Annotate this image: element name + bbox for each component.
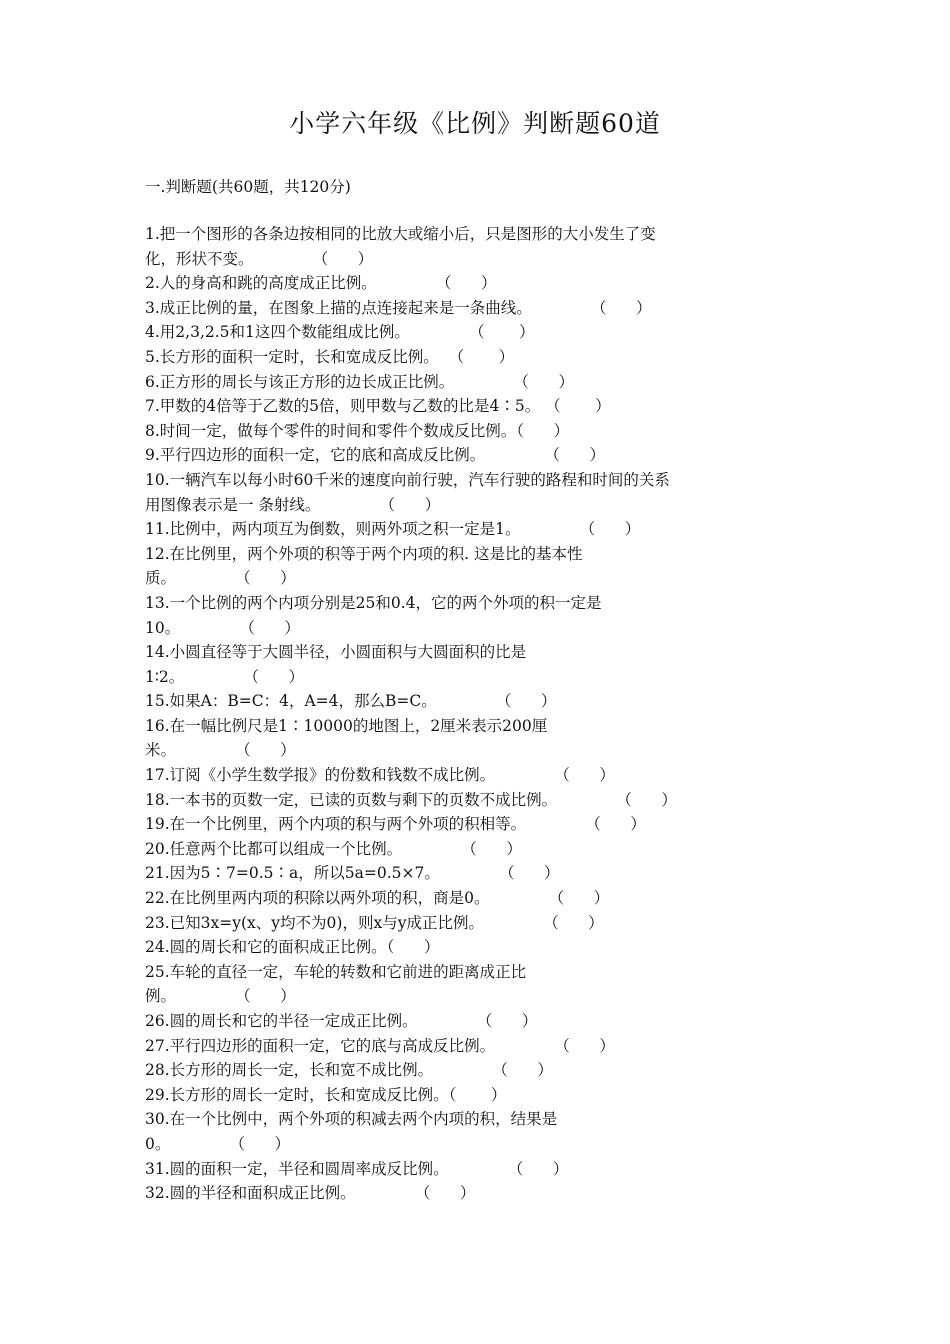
question-line: 22.在比例里两内项的积除以两外项的积，商是0。 （ ） xyxy=(145,889,610,908)
question-line: 化，形状不变。 （ ） xyxy=(145,249,374,268)
question-line: 29.长方形的周长一定时，长和宽成反比例。（ ） xyxy=(145,1085,507,1104)
question-line: 13.一个比例的两个内项分别是25和0.4，它的两个外项的积一定是 xyxy=(145,593,602,612)
question-line: 0。 （ ） xyxy=(145,1134,291,1153)
question-line: 3.成正比例的量，在图象上描的点连接起来是一条曲线。 （ ） xyxy=(145,298,652,317)
question-line: 20.任意两个比都可以组成一个比例。 （ ） xyxy=(145,839,522,858)
section-heading: 一.判断题(共60题，共120分) xyxy=(145,178,351,196)
question-line: 8.时间一定，做每个零件的时间和零件个数成反比例。（ ） xyxy=(145,421,570,440)
question-line: 19.在一个比例里，两个内项的积与两个外项的积相等。 （ ） xyxy=(145,815,646,834)
question-line: 例。 （ ） xyxy=(145,987,296,1006)
question-line: 15.如果A：B=C：4，A=4，那么B=C。 （ ） xyxy=(145,692,557,711)
question-list xyxy=(145,222,805,1206)
question-line: 23.已知3x=y(x、y均不为0)，则x与y成正比例。 （ ） xyxy=(145,913,604,932)
question-line: 4.用2,3,2.5和1这四个数能组成比例。 （ ） xyxy=(145,323,535,342)
page-title: 小学六年级《比例》判断题60道 xyxy=(289,109,661,138)
question-line: 31.圆的面积一定，半径和圆周率成反比例。 （ ） xyxy=(145,1159,569,1178)
question-line: 14.小圆直径等于大圆半径，小圆面积与大圆面积的比是 xyxy=(145,643,527,662)
question-line: 12.在比例里，两个外项的积等于两个内项的积. 这是比的基本性 xyxy=(145,544,583,563)
question-line: 用图像表示是一 条射线。 （ ） xyxy=(145,495,441,514)
question-line: 25.车轮的直径一定，车轮的转数和它前进的距离成正比 xyxy=(145,962,527,981)
question-line: 1∶2。 （ ） xyxy=(145,667,304,686)
question-line: 26.圆的周长和它的半径一定成正比例。 （ ） xyxy=(145,1012,538,1030)
question-line: 32.圆的半径和面积成正比例。 （ ） xyxy=(145,1184,476,1203)
question-line: 10.一辆汽车以每小时60千米的速度向前行驶，汽车行驶的路程和时间的关系 xyxy=(145,470,670,489)
question-line: 7.甲数的4倍等于乙数的5倍，则甲数与乙数的比是4∶5。 （ ） xyxy=(145,397,611,416)
question-line: 21.因为5∶7=0.5∶a，所以5a=0.5×7。 （ ） xyxy=(145,864,560,883)
question-line: 9.平行四边形的面积一定，它的底和高成反比例。 （ ） xyxy=(145,446,605,465)
question-line: 5.长方形的面积一定时，长和宽成反比例。 （ ） xyxy=(145,347,515,366)
question-line: 质。 （ ） xyxy=(145,569,296,588)
question-line: 16.在一幅比例尺是1∶10000的地图上，2厘米表示200厘 xyxy=(145,716,548,735)
question-line: 11.比例中，两内项互为倒数，则两外项之积一定是1。 （ ） xyxy=(145,520,641,539)
question-line: 18.一本书的页数一定，已读的页数与剩下的页数不成比例。 （ ） xyxy=(145,790,677,809)
question-line: 28.长方形的周长一定，长和宽不成比例。 （ ） xyxy=(145,1061,553,1080)
question-line: 30.在一个比例中，两个外项的积减去两个内项的积，结果是 xyxy=(145,1110,558,1129)
question-line: 2.人的身高和跳的高度成正比例。 （ ） xyxy=(145,274,497,293)
question-line: 24.圆的周长和它的面积成正比例。（ ） xyxy=(145,938,440,957)
question-line: 10。 （ ） xyxy=(145,618,300,637)
question-line: 米。 （ ） xyxy=(145,741,296,760)
question-line: 6.正方形的周长与该正方形的边长成正比例。 （ ） xyxy=(145,372,574,391)
question-line: 17.订阅《小学生数学报》的份数和钱数不成比例。 （ ） xyxy=(145,766,615,785)
question-line: 1.把一个图形的各条边按相同的比放大或缩小后，只是图形的大小发生了变 xyxy=(145,225,656,243)
question-line: 27.平行四边形的面积一定，它的底与高成反比例。 （ ） xyxy=(145,1036,615,1055)
